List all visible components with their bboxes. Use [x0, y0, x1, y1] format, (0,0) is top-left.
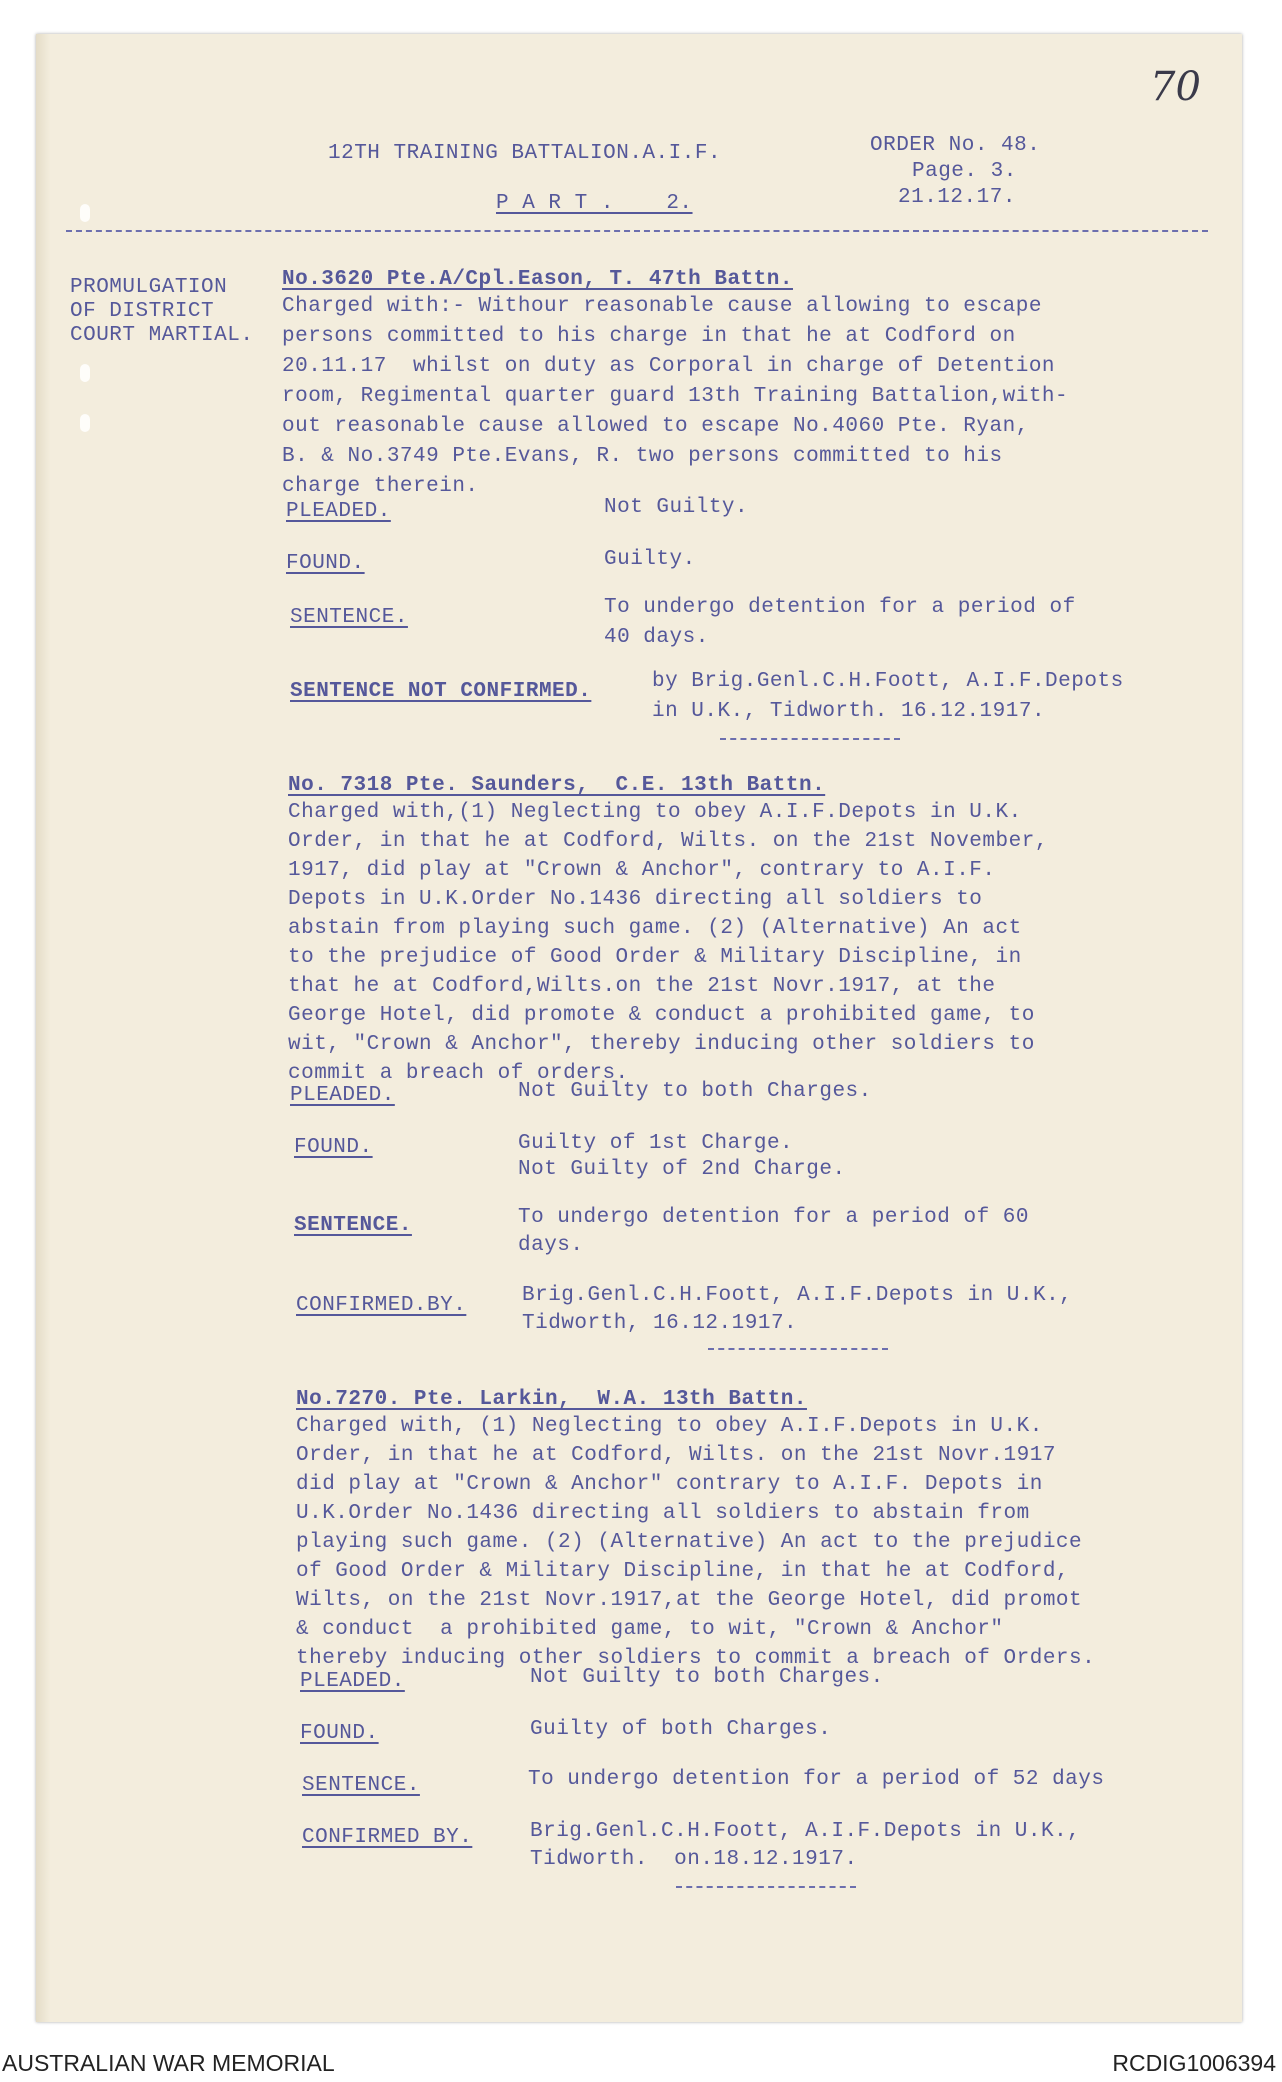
charge-line: persons committed to his charge in that he at Codford on [282, 325, 1016, 348]
confirm-label: CONFIRMED BY. [302, 1826, 473, 1849]
side-heading-line: OF DISTRICT [70, 300, 215, 323]
charge-line: Depots in U.K.Order No.1436 directing all soldiers to [288, 888, 983, 911]
charge-line: out reasonable cause allowed to escape No.4060 Pte. Ryan, [282, 415, 1029, 438]
sentence-label: SENTENCE. [302, 1774, 420, 1797]
page-label: Page. 3. [912, 160, 1017, 183]
pleaded-value: Not Guilty. [604, 496, 749, 519]
found-value: Guilty. [604, 548, 696, 571]
charge-line: room, Regimental quarter guard 13th Training Battalion,with- [282, 385, 1069, 408]
charge-line: 1917, did play at "Crown & Anchor", contrary to A.I.F. [288, 859, 996, 882]
case-charge [296, 1412, 1095, 1673]
found-label: FOUND. [300, 1722, 379, 1745]
charge-line: playing such game. (2) (Alternative) An act to the prejudice [296, 1531, 1083, 1554]
charge-line: commit a breach of orders. [288, 1062, 629, 1085]
sentence-value: To undergo detention for a period of [604, 596, 1076, 619]
charge-line: charge therein. [282, 475, 479, 498]
charge-line: Charged with:- Withour reasonable cause allowing to escape [282, 295, 1042, 318]
charge-line: & conduct a prohibited game, to wit, "Crown & Anchor" [296, 1618, 1004, 1641]
confirm-value: in U.K., Tidworth. 16.12.1917. [652, 700, 1046, 723]
order-date: 21.12.17. [898, 186, 1016, 209]
header-divider [66, 230, 1208, 232]
punch-hole [80, 204, 90, 222]
charge-line: Charged with,(1) Neglecting to obey A.I.F.Depots in U.K. [288, 801, 1022, 824]
case-divider [676, 1886, 856, 1888]
handwritten-page-number: 70 [1150, 64, 1201, 110]
pleaded-label: PLEADED. [286, 500, 391, 523]
case-divider [720, 738, 900, 740]
punch-hole [80, 364, 90, 382]
pleaded-value: Not Guilty to both Charges. [518, 1080, 872, 1103]
charge-line: B. & No.3749 Pte.Evans, R. two persons committed to his [282, 445, 1003, 468]
confirm-value: by Brig.Genl.C.H.Foott, A.I.F.Depots [652, 670, 1124, 693]
confirm-value: Brig.Genl.C.H.Foott, A.I.F.Depots in U.K., [522, 1284, 1073, 1307]
footer-source: AUSTRALIAN WAR MEMORIAL [2, 2050, 335, 2076]
case-title: No.3620 Pte.A/Cpl.Eason, T. 47th Battn. [282, 268, 793, 291]
part-heading: P A R T . 2. [496, 192, 693, 215]
charge-line: wit, "Crown & Anchor", thereby inducing other soldiers to [288, 1033, 1035, 1056]
sentence-label: SENTENCE. [294, 1214, 412, 1237]
sentence-value: days. [518, 1234, 584, 1257]
charge-line: that he at Codford,Wilts.on the 21st Novr.1917, at the [288, 975, 996, 998]
sentence-value: To undergo detention for a period of 52 days [528, 1768, 1105, 1791]
sentence-value: 40 days. [604, 626, 709, 649]
pleaded-label: PLEADED. [300, 1670, 405, 1693]
pleaded-value: Not Guilty to both Charges. [530, 1666, 884, 1689]
found-label: FOUND. [294, 1136, 373, 1159]
charge-line: thereby inducing other soldiers to commit a breach of Orders. [296, 1647, 1096, 1670]
confirm-label: SENTENCE NOT CONFIRMED. [290, 680, 592, 703]
charge-line: Order, in that he at Codford, Wilts. on the 21st November, [288, 830, 1048, 853]
footer-id: RCDIG1006394 [1112, 2050, 1276, 2076]
charge-line: Wilts, on the 21st Novr.1917,at the George Hotel, did promot [296, 1589, 1083, 1612]
case-charge [288, 798, 1048, 1088]
found-value: Guilty of 1st Charge. [518, 1132, 794, 1155]
side-heading-line: PROMULGATION [70, 276, 228, 299]
charge-line: 20.11.17 whilst on duty as Corporal in charge of Detention [282, 355, 1056, 378]
side-heading-line: COURT MARTIAL. [70, 324, 254, 347]
confirm-value: Brig.Genl.C.H.Foott, A.I.F.Depots in U.K., [530, 1820, 1081, 1843]
punch-hole [80, 414, 90, 432]
confirm-label: CONFIRMED.BY. [296, 1294, 467, 1317]
case-title: No. 7318 Pte. Saunders, C.E. 13th Battn. [288, 774, 826, 797]
sentence-value: To undergo detention for a period of 60 [518, 1206, 1029, 1229]
charge-line: Charged with, (1) Neglecting to obey A.I.F.Depots in U.K. [296, 1415, 1043, 1438]
charge-line: abstain from playing such game. (2) (Alternative) An act [288, 917, 1022, 940]
charge-line: did play at "Crown & Anchor" contrary to A.I.F. Depots in [296, 1473, 1043, 1496]
charge-line: to the prejudice of Good Order & Military Discipline, in [288, 946, 1022, 969]
confirm-value: Tidworth. on.18.12.1917. [530, 1848, 858, 1871]
charge-line: of Good Order & Military Discipline, in that he at Codford, [296, 1560, 1070, 1583]
sentence-label: SENTENCE. [290, 606, 408, 629]
charge-line: Order, in that he at Codford, Wilts. on the 21st Novr.1917 [296, 1444, 1056, 1467]
case-charge [282, 292, 1068, 502]
found-value: Not Guilty of 2nd Charge. [518, 1158, 846, 1181]
order-number: ORDER No. 48. [870, 134, 1041, 157]
case-divider [708, 1348, 888, 1350]
confirm-value: Tidworth, 16.12.1917. [522, 1312, 798, 1335]
pleaded-label: PLEADED. [290, 1084, 395, 1107]
found-label: FOUND. [286, 552, 365, 575]
charge-line: George Hotel, did promote & conduct a prohibited game, to [288, 1004, 1035, 1027]
found-value: Guilty of both Charges. [530, 1718, 832, 1741]
unit-heading: 12TH TRAINING BATTALION.A.I.F. [328, 142, 722, 165]
charge-line: U.K.Order No.1436 directing all soldiers to abstain from [296, 1502, 1030, 1525]
case-title: No.7270. Pte. Larkin, W.A. 13th Battn. [296, 1388, 807, 1411]
